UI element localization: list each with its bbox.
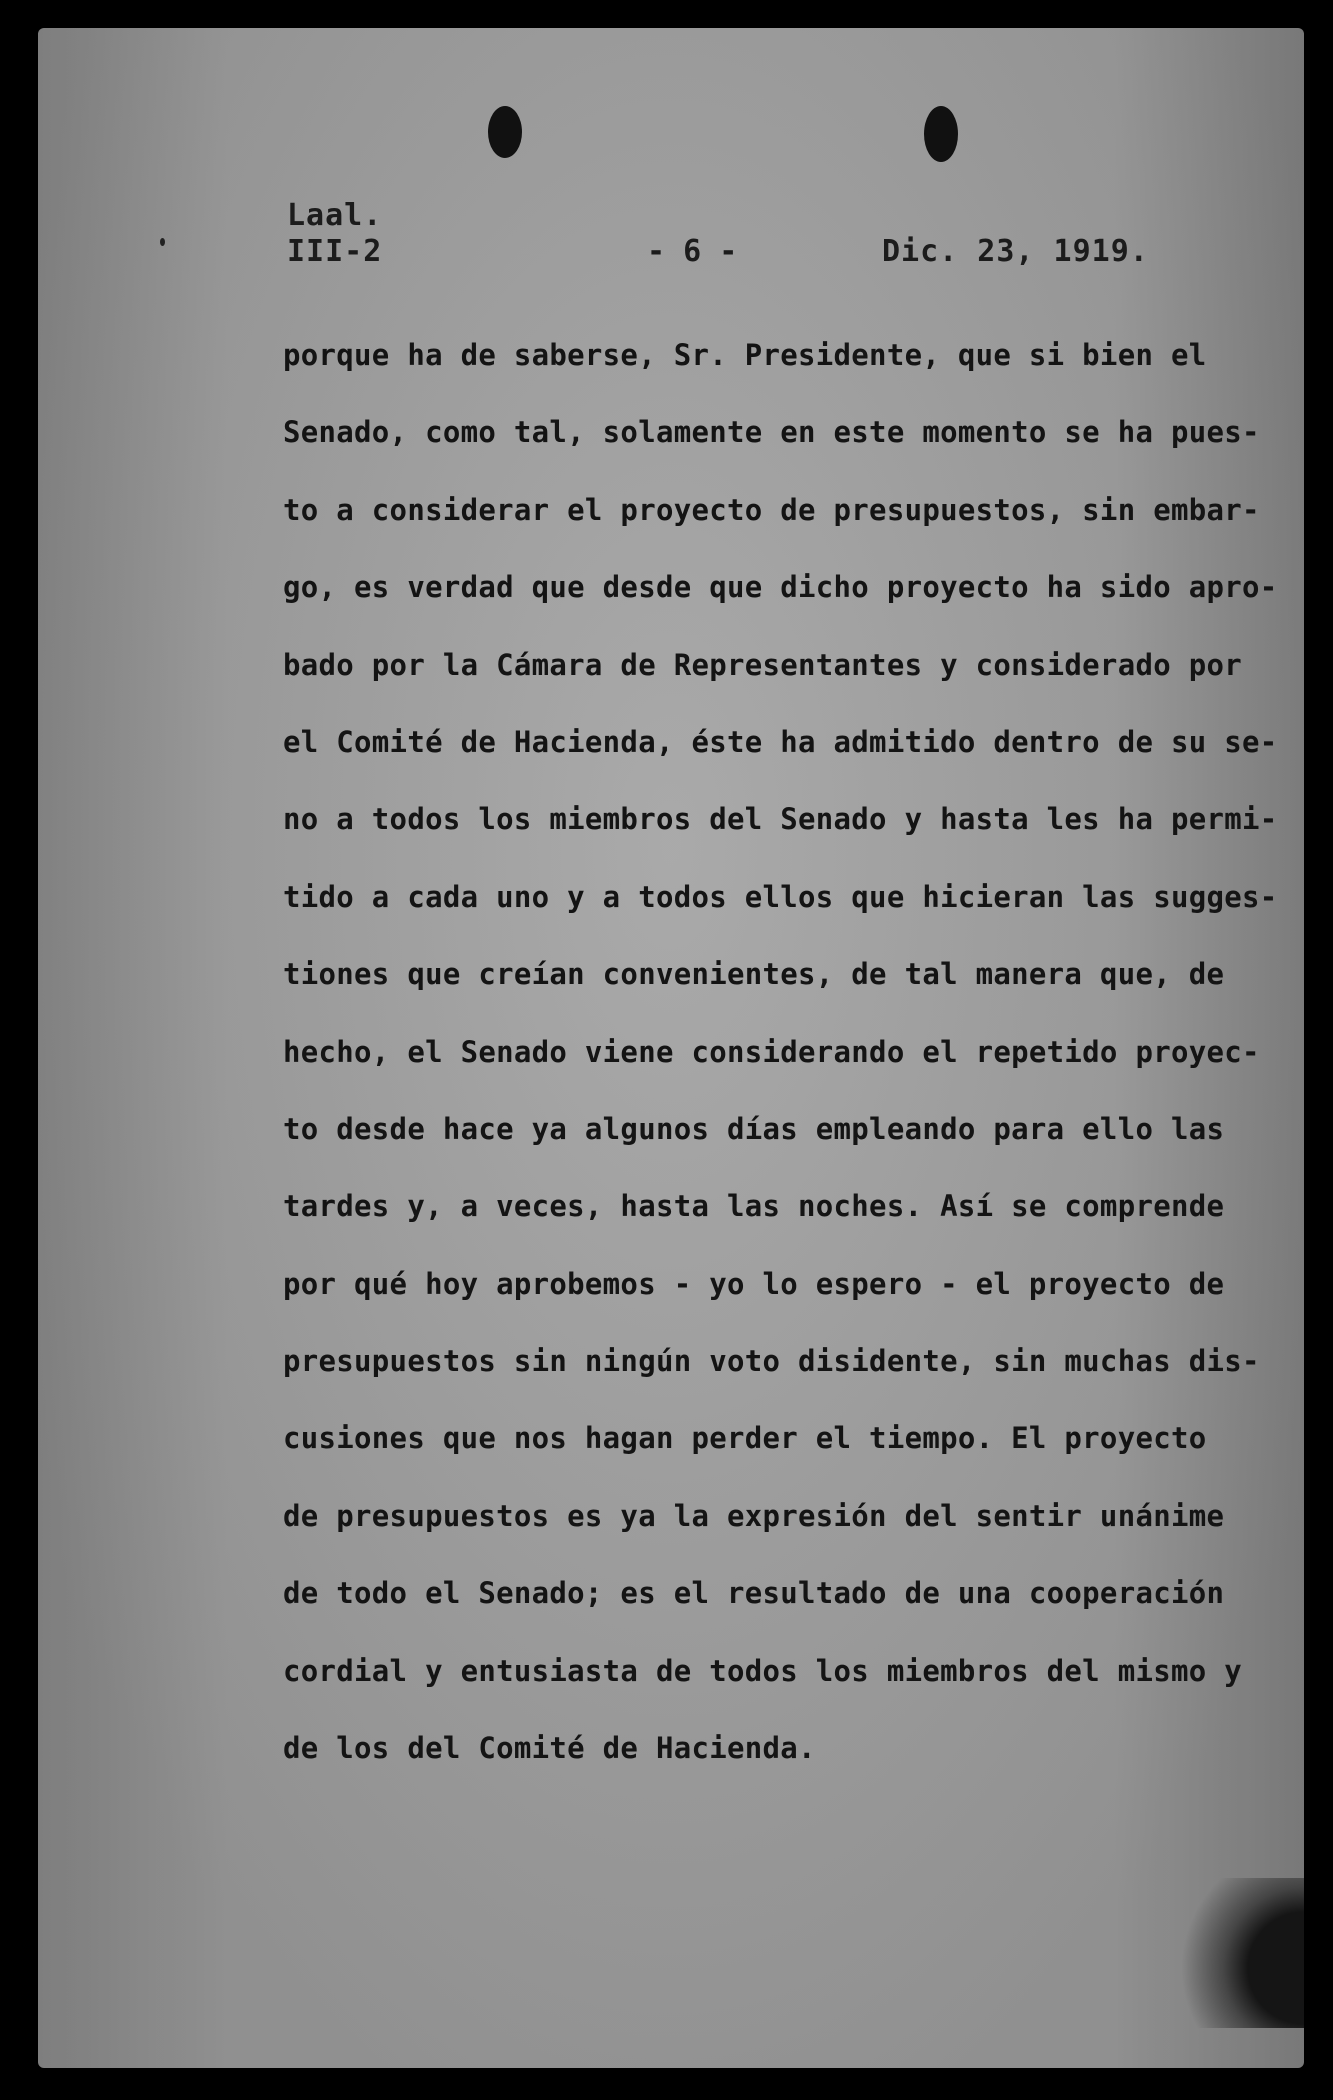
reference-line-1: Laal. <box>287 198 383 233</box>
text-line <box>283 570 1278 647</box>
text-line <box>283 802 1278 879</box>
text-line <box>283 647 1243 725</box>
text-line <box>283 1034 1260 1112</box>
paper-damage <box>1154 1878 1304 2028</box>
text-line-content: de los del Comité de Hacienda. <box>283 1731 816 1766</box>
text-line-content: Senado, como tal, solamente en este momento se ha pues- <box>283 415 1260 450</box>
text-line-content: no a todos los miembros del Senado y hasta les ha permi- <box>283 802 1278 837</box>
text-line <box>283 338 1207 415</box>
text-line <box>283 492 1260 570</box>
text-line-content: tiones que creían convenientes, de tal manera que, de <box>283 957 1225 992</box>
document-body <box>283 338 1278 1808</box>
text-line <box>283 1189 1225 1266</box>
text-line-content: tido a cada uno y a todos ellos que hicieran las sugges- <box>283 879 1278 914</box>
speck <box>160 238 165 246</box>
text-line-content: tardes y, a veces, hasta las noches. Así se comprende <box>283 1189 1225 1224</box>
text-line-content: to desde hace ya algunos días empleando para ello las <box>283 1111 1225 1146</box>
text-line-content: el Comité de Hacienda, éste ha admitido dentro de su se- <box>283 724 1278 759</box>
text-line <box>283 1421 1207 1498</box>
document-reference <box>287 198 382 270</box>
text-line <box>283 1498 1225 1576</box>
text-line-content: to a considerar el proyecto de presupuestos, sin embar- <box>283 492 1260 527</box>
text-line <box>283 957 1225 1034</box>
text-line <box>283 879 1278 957</box>
page-number: - 6 - <box>647 234 738 269</box>
punch-hole <box>488 106 522 158</box>
text-line <box>283 1731 1163 1808</box>
text-line-content: presupuestos sin ningún voto disidente, sin muchas dis- <box>283 1344 1260 1379</box>
text-line-content: cusiones que nos hagan perder el tiempo. El proyecto <box>283 1421 1207 1456</box>
text-line <box>283 1576 1225 1653</box>
document-date: Dic. 23, 1919. <box>882 234 1149 269</box>
text-line <box>283 1653 1243 1731</box>
text-line-content: cordial y entusiasta de todos los miembros del mismo y <box>283 1653 1243 1688</box>
text-line <box>283 1344 1260 1421</box>
text-line <box>283 1266 1225 1344</box>
reference-line-2: III-2 <box>287 234 383 269</box>
text-line-content: de todo el Senado; es el resultado de una cooperación <box>283 1576 1225 1611</box>
text-line-content: bado por la Cámara de Representantes y considerado por <box>283 647 1243 682</box>
text-line-content: de presupuestos es ya la expresión del sentir unánime <box>283 1498 1225 1533</box>
text-line <box>283 1111 1225 1189</box>
text-line-content: porque ha de saberse, Sr. Presidente, que si bien el <box>283 338 1207 372</box>
punch-hole <box>924 106 958 162</box>
text-line-content: go, es verdad que desde que dicho proyecto ha sido apro- <box>283 570 1278 605</box>
text-line-content: hecho, el Senado viene considerando el repetido proyec- <box>283 1034 1260 1069</box>
text-line-content: por qué hoy aprobemos - yo lo espero - el proyecto de <box>283 1266 1225 1301</box>
text-line <box>283 724 1278 802</box>
text-line <box>283 415 1260 492</box>
